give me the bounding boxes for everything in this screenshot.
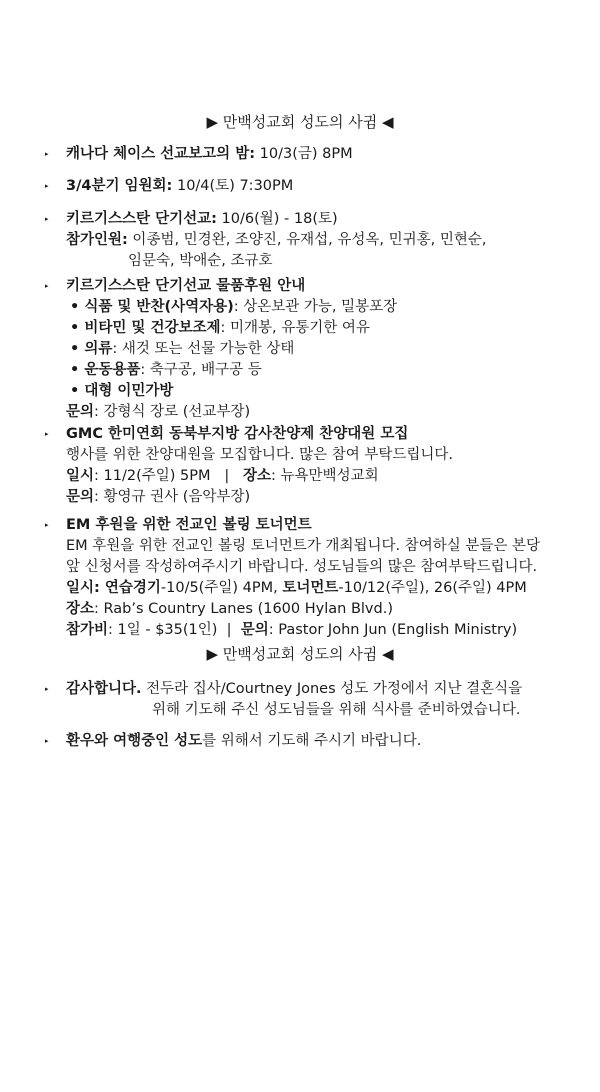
participants-text: 이종범, 민경완, 조양진, 유재섭, 유성옥, 민귀홍, 민현순,: [127, 232, 487, 248]
item-text: 10/6(월) - 18(토): [216, 211, 338, 227]
list-item: [45, 276, 565, 423]
section-title: ▶ 만백성교회 성도의 사귐 ◀: [206, 113, 394, 131]
item-label: 3/4분기 임원회:: [66, 178, 173, 194]
practice-label: : 연습경기: [94, 580, 161, 596]
sub-label: • 비타민 및 건강보조제: [70, 320, 221, 336]
place-text: : 뉴욕만백성교회: [271, 468, 379, 484]
section-title: ▶ 만백성교회 성도의 사귐 ◀: [206, 645, 394, 663]
item-text: 를 위해서 기도해 주시기 바랍니다.: [202, 733, 422, 749]
contact-label: 문의: [66, 489, 95, 505]
date-label: 일시: [66, 580, 95, 596]
bullet-icon: ▸: [45, 737, 49, 745]
contact-label: 문의: [240, 622, 269, 638]
contact-label: 문의: [66, 404, 95, 420]
fee-label: 참가비: [66, 622, 109, 638]
date-text: : 11/2(주일) 5PM |: [94, 468, 244, 484]
item-label: 키르기스스탄 단기선교:: [66, 211, 217, 227]
sub-label: • 의류: [70, 341, 113, 357]
item-label: 캐나다 체이스 선교보고의 밤:: [66, 146, 256, 162]
place-label: 장소: [243, 468, 272, 484]
item-text: 위해 기도해 주신 성도님들을 위해 식사를 준비하였습니다.: [152, 702, 521, 718]
contact-text: : 황영규 권사 (음악부장): [94, 489, 251, 505]
item-text: 앞 신청서를 작성하여주시기 바랍니다. 성도님들의 많은 참여부탁드립니다.: [66, 559, 538, 575]
item-label: EM 후원을 위한 전교인 볼링 토너먼트: [66, 517, 312, 533]
practice-text: -10/5(주일) 4PM,: [160, 580, 283, 596]
list-item: [45, 424, 565, 508]
fee-text: : 1일 - $35(1인) |: [108, 622, 241, 638]
sub-text: : 미개봉, 유통기한 여유: [220, 320, 370, 336]
item-text: EM 후원을 위한 전교인 볼링 토너먼트가 개최됩니다. 참여하실 분들은 본당: [66, 538, 540, 554]
date-label: 일시: [66, 468, 95, 484]
item-label: 환우와 여행중인 성도: [66, 733, 203, 749]
bullet-icon: ▸: [45, 685, 49, 693]
item-text: 전두라 집사/Courtney Jones 성도 가정에서 지난 결혼식을: [141, 681, 523, 697]
participants-label: 참가인원:: [66, 232, 128, 248]
list-item: [45, 515, 565, 641]
list-item: [45, 144, 565, 165]
participants-text: 임문숙, 박애순, 조규호: [128, 253, 273, 269]
list-item: [45, 176, 565, 197]
sub-label: • 대형 이민가방: [70, 383, 174, 399]
list-item: [45, 731, 565, 752]
contact-text: : 강형식 장로 (선교부장): [94, 404, 251, 420]
contact-text: : Pastor John Jun (English Ministry): [268, 622, 518, 638]
sub-text: : 축구공, 배구공 등: [140, 362, 262, 378]
tournament-text: -10/12(주일), 26(주일) 4PM: [338, 580, 527, 596]
list-item: [45, 209, 565, 272]
bullet-icon: ▸: [45, 282, 49, 290]
item-label: 키르기스스탄 단기선교 물품후원 안내: [66, 278, 306, 294]
sub-label: • 식품 및 반찬(사역자용): [70, 299, 234, 315]
bullet-icon: ▸: [45, 182, 49, 190]
item-label: 감사합니다.: [66, 681, 142, 697]
sub-text: : 상온보관 가능, 밀봉포장: [233, 299, 398, 315]
tournament-label: 토너먼트: [282, 580, 339, 596]
item-text: 10/3(금) 8PM: [255, 146, 353, 162]
bullet-icon: ▸: [45, 215, 49, 223]
item-label: GMC 한미연회 동북부지방 감사찬양제 찬양대원 모집: [66, 426, 409, 442]
item-text: 행사를 위한 찬양대원을 모집합니다. 많은 참여 부탁드립니다.: [66, 447, 454, 463]
sub-text: : 새것 또는 선물 가능한 상태: [112, 341, 295, 357]
place-text: : Rab’s Country Lanes (1600 Hylan Blvd.): [94, 601, 393, 617]
bullet-icon: ▸: [45, 150, 49, 158]
sub-label: • 운동용품: [70, 362, 141, 378]
list-item: [45, 679, 565, 721]
item-text: 10/4(토) 7:30PM: [172, 178, 294, 194]
place-label: 장소: [66, 601, 95, 617]
bullet-icon: ▸: [45, 521, 49, 529]
bullet-icon: ▸: [45, 430, 49, 438]
